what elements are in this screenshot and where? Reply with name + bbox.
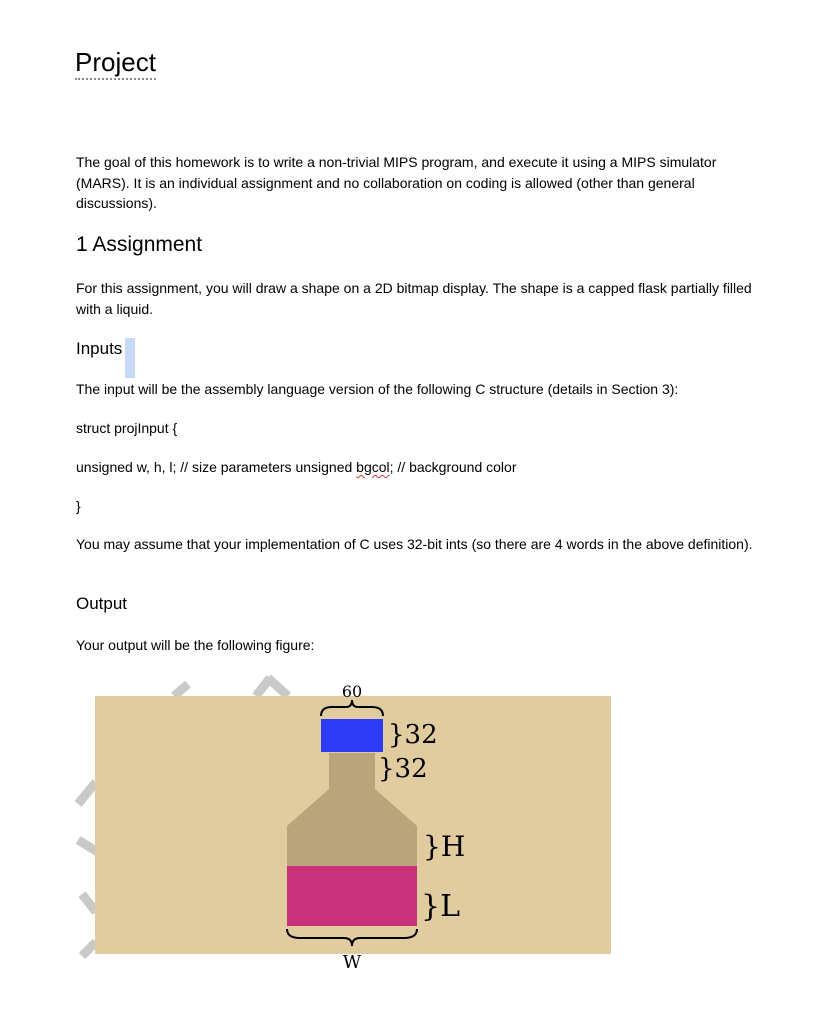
- subheading-inputs: Inputs: [76, 339, 123, 358]
- assumption-paragraph: You may assume that your implementation of C uses 32-bit ints (so there are 4 words in the above definition).: [76, 536, 753, 552]
- code-struct-close: }: [76, 498, 81, 514]
- flask-figure: [78, 676, 618, 973]
- cap-height-label: }32: [388, 720, 438, 750]
- liquid-height-label: }L: [421, 889, 461, 924]
- assignment-paragraph: For this assignment, you will draw a shape on a 2D bitmap display. The shape is a capped flask partially filled with a liquid.: [76, 280, 752, 317]
- subheading-output: Output: [76, 594, 128, 613]
- code-struct-open: struct projInput {: [76, 420, 178, 436]
- code-struct-fields: [76, 457, 766, 478]
- misspelled-word[interactable]: bgcol: [356, 459, 390, 475]
- section-heading-assignment: 1 Assignment: [76, 233, 203, 256]
- intro-paragraph: The goal of this homework is to write a non-trivial MIPS program, and execute it using a MIPS simulator (MARS). It is an individual assignment and no collaboration on coding is allowed (other than general discussions).: [76, 154, 717, 211]
- flask-neck: [329, 753, 375, 789]
- inputs-paragraph: The input will be the assembly language version of the following C structure (details in Section 3):: [76, 381, 679, 397]
- cap-width-label: 60: [341, 682, 363, 701]
- code-comment-text: ; // background color: [389, 459, 517, 475]
- output-paragraph: Your output will be the following figure:: [76, 637, 315, 653]
- body-height-label: }H: [423, 830, 466, 863]
- base-width-label: W: [342, 952, 362, 973]
- page-title: Project: [75, 46, 156, 80]
- flask-diagram: [78, 676, 618, 973]
- neck-height-label: }32: [378, 754, 428, 784]
- text-cursor-highlight: [125, 338, 135, 378]
- flask-liquid: [287, 866, 417, 926]
- flask-cap: [321, 719, 383, 752]
- code-fields-text: unsigned w, h, l; // size parameters unsigned: [76, 459, 357, 475]
